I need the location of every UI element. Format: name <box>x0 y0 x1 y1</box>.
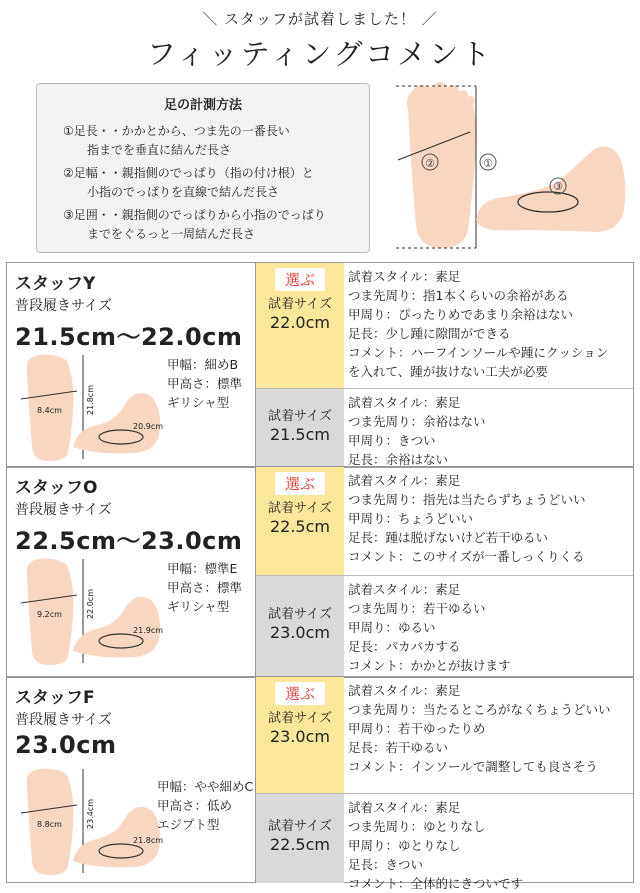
staff-card <box>6 262 634 468</box>
trial-size: 22.0cm <box>269 313 330 332</box>
trial-separator <box>256 575 633 576</box>
trial-comment-line: 甲周り：きつい <box>348 433 436 448</box>
foot-width-value: 9.2cm <box>37 610 62 619</box>
fig-label-length: ① <box>483 157 493 170</box>
foot-width-value: 8.8cm <box>37 820 62 829</box>
trial-comment-line: 足長：若干ゆるい <box>348 740 449 755</box>
staff-foot-illustration <box>17 555 167 667</box>
foot-length-value: 21.8cm <box>86 384 95 415</box>
trial-size-label: 試着サイズ <box>268 819 332 834</box>
foot-spec-line: 甲幅：細めB <box>167 357 239 372</box>
trial-comment-line: 足長：踵は脱げないけど若干ゆるい <box>348 530 549 545</box>
fig-label-width: ② <box>425 157 435 170</box>
measure-line: 小指のでっぱりを直線で結んだ長さ <box>63 185 280 199</box>
trial-comment-line: コメント：インソールで調整しても良さそう <box>348 759 598 774</box>
staff-foot-illustration <box>17 351 167 463</box>
foot-spec-line: 甲高さ：標準 <box>167 376 243 391</box>
foot-girth-value: 21.8cm <box>133 836 164 845</box>
foot-spec <box>167 355 242 412</box>
usual-size: 23.0cm <box>15 731 117 759</box>
usual-size-label: 普段履きサイズ <box>15 502 112 518</box>
trial-comment-line: 甲周り：ちょうどいい <box>348 511 474 526</box>
staff-profile <box>7 677 255 882</box>
staff-name: スタッフF <box>15 688 95 708</box>
header-subtitle: ＼ スタッフが試着しました！ ／ <box>202 10 438 28</box>
staff-name: スタッフO <box>15 478 98 498</box>
foot-spec-line: ギリシャ型 <box>167 599 230 614</box>
trial-comment-line: つま先周り：余裕はない <box>348 414 486 429</box>
trial-comment-line: コメント：ハーフインソールや踵にクッション <box>348 345 609 360</box>
trial-comment-line: 試着スタイル：素足 <box>348 683 461 698</box>
trial-comment-line: を入れて、踵が抜けない工夫が必要 <box>348 364 548 379</box>
staff-name: スタッフY <box>15 274 96 294</box>
trial-comment-line: つま先周り：若干ゆるい <box>348 601 486 616</box>
fig-label-girth: ③ <box>553 180 563 193</box>
trial-size: 22.5cm <box>269 517 330 536</box>
trial-comment-line: 甲周り：若干ゆったりめ <box>348 721 486 736</box>
trial-size: 23.0cm <box>269 623 330 642</box>
foot-spec-line: 甲幅：標準E <box>167 561 238 576</box>
trial-comment-line: 試着スタイル：素足 <box>348 269 461 284</box>
trial-size: 23.0cm <box>269 727 330 746</box>
measure-line: までをぐるっと一周結んだ長さ <box>63 227 256 241</box>
trial-separator <box>256 388 633 389</box>
trial-comment-line: つま先周り：指1本くらいの余裕がある <box>348 288 569 303</box>
trial-comment-line: つま先周り：指先は当たらずちょうどいい <box>348 492 586 507</box>
staff-foot-illustration <box>17 765 167 877</box>
trial-comment-line: 足長：少し踵に隙間ができる <box>348 326 511 341</box>
foot-spec <box>157 777 253 834</box>
measure-line: ②足幅・・親指側のでっぱり（指の付け根）と <box>63 166 314 180</box>
trial-comment-line: 試着スタイル：素足 <box>348 473 461 488</box>
trial-comment-line: 足長：余裕はない <box>348 452 449 467</box>
foot-girth-value: 20.9cm <box>133 422 164 431</box>
trial-comment-line: つま先周り：当たるところがなくちょうどいい <box>348 702 611 717</box>
trial-comment-line: コメント：このサイズが一番しっくりくる <box>348 549 585 564</box>
chosen-trial-band <box>256 677 344 793</box>
staff-profile <box>7 263 255 467</box>
foot-measure-illustration <box>388 80 638 255</box>
trial-comment-line: 足長：きつい <box>348 857 424 872</box>
trial-size-label: 試着サイズ <box>268 711 332 726</box>
foot-spec-line: 甲高さ：低め <box>157 798 233 813</box>
foot-spec-line: エジプト型 <box>157 817 220 832</box>
foot-width-value: 8.4cm <box>37 406 62 415</box>
trial-comment-line: 甲周り：ゆとりなし <box>348 838 461 853</box>
trial-comment-line: 試着スタイル：素足 <box>348 800 461 815</box>
other-trial-band <box>256 794 344 883</box>
measure-line: 指までを垂直に結んだ長さ <box>63 143 232 157</box>
usual-size-label: 普段履きサイズ <box>15 298 112 314</box>
staff-profile <box>7 467 255 677</box>
trial-size-label: 試着サイズ <box>268 501 332 516</box>
trial-size-label: 試着サイズ <box>268 409 332 424</box>
measure-line: ①足長・・かかとから、つま先の一番長い <box>63 124 290 138</box>
chosen-badge: 選ぶ <box>275 268 325 291</box>
usual-size: 21.5cm〜22.0cm <box>15 323 243 351</box>
chosen-trial-band <box>256 467 344 575</box>
other-trial-band <box>256 576 344 678</box>
foot-length-value: 23.4cm <box>86 798 95 829</box>
trial-size-label: 試着サイズ <box>268 297 332 312</box>
trial-comment-line: つま先周り：ゆとりなし <box>348 819 486 834</box>
chosen-badge: 選ぶ <box>275 472 325 495</box>
chosen-badge: 選ぶ <box>275 682 325 705</box>
trial-size-label: 試着サイズ <box>268 607 332 622</box>
trial-comment-line: 甲周り：ゆるい <box>348 620 436 635</box>
trial-comment-line: 試着スタイル：素足 <box>348 395 461 410</box>
foot-length-value: 22.0cm <box>86 588 95 619</box>
usual-size: 22.5cm〜23.0cm <box>15 527 243 555</box>
foot-spec-line: 甲高さ：標準 <box>167 580 243 595</box>
measure-method-box <box>36 83 370 253</box>
trial-comment-line: 足長：パカパカする <box>348 639 461 654</box>
usual-size-label: 普段履きサイズ <box>15 712 112 728</box>
trial-comment-line: コメント：全体的にきついです <box>348 876 524 891</box>
trial-comment-line: 試着スタイル：素足 <box>348 582 461 597</box>
measure-line: ③足囲・・親指側のでっぱりから小指のでっぱり <box>63 208 326 222</box>
measure-method-title: 足の計測方法 <box>163 98 242 113</box>
staff-card <box>6 466 634 678</box>
other-trial-band <box>256 389 344 468</box>
foot-spec <box>167 559 242 616</box>
foot-girth-value: 21.9cm <box>133 626 164 635</box>
trial-size: 22.5cm <box>269 835 330 854</box>
trial-size: 21.5cm <box>269 425 330 444</box>
trial-comment-line: 甲周り：ぴったりめであまり余裕はない <box>348 307 574 322</box>
staff-card <box>6 676 634 891</box>
foot-spec-line: ギリシャ型 <box>167 395 230 410</box>
trial-separator <box>256 793 633 794</box>
chosen-trial-band <box>256 263 344 388</box>
trial-comment-line: コメント：かかとが抜けます <box>348 658 511 673</box>
foot-spec-line: 甲幅：やや細めC <box>157 779 254 794</box>
page-title: フィッティングコメント <box>146 37 494 71</box>
